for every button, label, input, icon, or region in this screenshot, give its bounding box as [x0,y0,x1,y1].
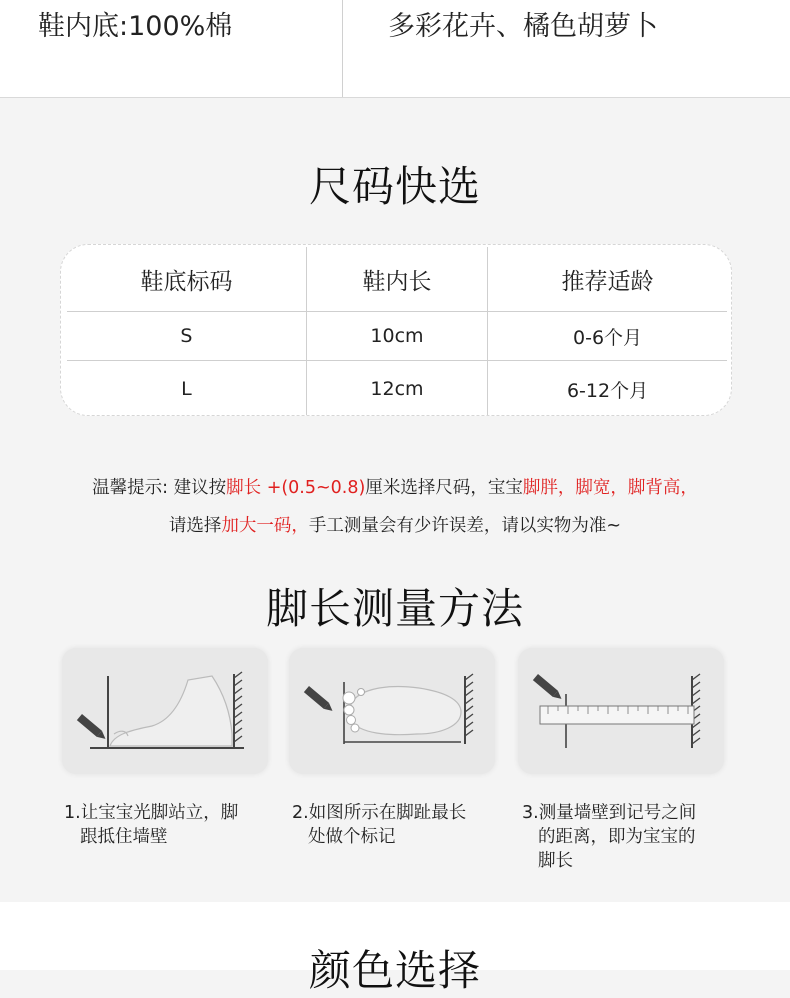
tip-text: 温馨提示: 建议按 [92,478,227,498]
table-row [67,312,727,361]
tip-highlight: 脚胖，脚宽，脚背高， [522,478,698,498]
step-1-text [64,801,274,849]
table-row [67,361,727,417]
tip-text: 手工测量会有少许误差，请以实物为准~ [308,516,622,536]
step-line: 2.如图所示在脚趾最长 [292,803,467,823]
size-table-card [60,244,732,416]
step-1-illustration [62,648,268,774]
measure-section-title: 脚长测量方法 [265,584,524,633]
step-2-illustration [289,648,495,774]
step-line: 处做个标记 [308,827,396,847]
foot-top-icon [289,648,495,774]
tip-line-1 [0,474,790,499]
size-table-header [67,247,727,312]
tip-text: 厘米选择尺码，宝宝 [365,478,523,498]
tip-highlight: 加大一码， [221,516,309,536]
header-sole-size: 鞋底标码 [67,247,306,312]
tip-text: 请选择 [168,516,222,536]
step-line: 1.让宝宝光脚站立，脚 [64,803,239,823]
step-line: 3.测量墙壁到记号之间 [522,803,697,823]
tip-line-2 [0,512,790,537]
cell-length: 10cm [306,312,487,361]
step-line: 跟抵住墙壁 [80,827,168,847]
size-table [67,247,727,416]
header-age: 推荐适龄 [488,247,727,312]
tip-highlight: 脚长 +(0.5~0.8) [226,478,366,498]
step-3-illustration [518,648,724,774]
step-3-text [522,801,732,873]
foot-side-icon [62,648,268,774]
header-inner-length: 鞋内长 [306,247,487,312]
spec-colors: 多彩花卉、橘色胡萝卜 [388,11,658,42]
size-section-title: 尺码快选 [308,162,481,211]
cell-age: 6-12个月 [566,379,649,402]
spec-insole: 鞋内底:100%棉 [38,11,233,42]
cell-length: 12cm [306,361,487,417]
cell-size: L [67,361,306,417]
step-line: 的距离，即为宝宝的 [538,827,696,847]
step-2-text [292,801,502,849]
cell-size: S [67,312,306,361]
ruler-icon [518,648,724,774]
cell-age: 0-6个月 [488,312,727,361]
spec-row [0,0,790,98]
color-section-title: 颜色选择 [308,946,481,995]
step-line: 脚长 [538,851,573,871]
spec-divider [342,0,343,97]
